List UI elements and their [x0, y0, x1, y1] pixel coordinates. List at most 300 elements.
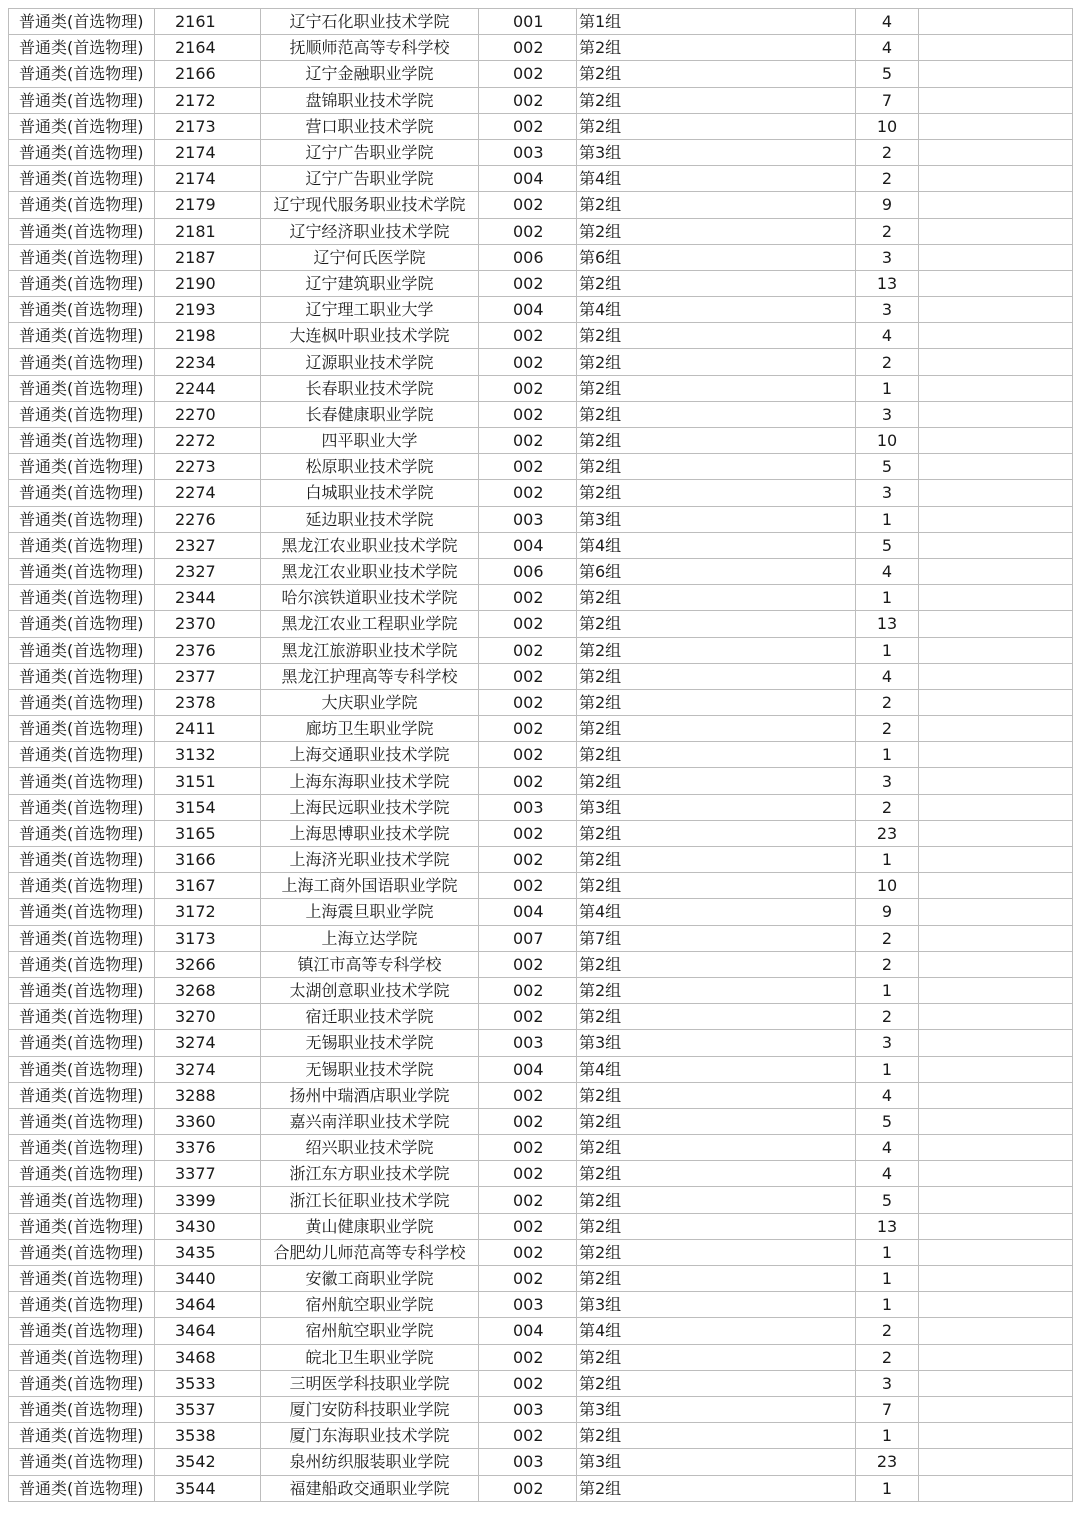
empty-cell — [919, 899, 1073, 925]
group-code-cell: 002 — [479, 951, 577, 977]
group-code-cell: 002 — [479, 35, 577, 61]
empty-cell — [919, 166, 1073, 192]
table-row — [9, 35, 1073, 61]
plan-count-cell: 3 — [856, 768, 919, 794]
plan-count-cell: 9 — [856, 192, 919, 218]
group-code-cell: 002 — [479, 1423, 577, 1449]
table-row — [9, 1449, 1073, 1475]
table-row — [9, 218, 1073, 244]
plan-count-cell: 3 — [856, 1030, 919, 1056]
empty-cell — [919, 35, 1073, 61]
plan-count-cell: 3 — [856, 244, 919, 270]
school-name-cell: 长春健康职业学院 — [261, 401, 479, 427]
table-row — [9, 1396, 1073, 1422]
subject-type-cell: 普通类(首选物理) — [9, 768, 155, 794]
subject-type-cell: 普通类(首选物理) — [9, 794, 155, 820]
group-name-cell: 第2组 — [577, 454, 856, 480]
group-name-cell: 第2组 — [577, 1266, 856, 1292]
school-code-cell: 2274 — [155, 480, 261, 506]
school-code-cell: 2370 — [155, 611, 261, 637]
group-name-cell: 第2组 — [577, 1082, 856, 1108]
subject-type-cell: 普通类(首选物理) — [9, 1423, 155, 1449]
school-code-cell: 3464 — [155, 1292, 261, 1318]
group-code-cell: 007 — [479, 925, 577, 951]
group-code-cell: 002 — [479, 1266, 577, 1292]
school-code-cell: 3266 — [155, 951, 261, 977]
school-name-cell: 白城职业技术学院 — [261, 480, 479, 506]
subject-type-cell: 普通类(首选物理) — [9, 1396, 155, 1422]
subject-type-cell: 普通类(首选物理) — [9, 611, 155, 637]
empty-cell — [919, 1213, 1073, 1239]
empty-cell — [919, 1135, 1073, 1161]
school-code-cell: 3538 — [155, 1423, 261, 1449]
table-row — [9, 428, 1073, 454]
group-name-cell: 第4组 — [577, 166, 856, 192]
school-name-cell: 黑龙江旅游职业技术学院 — [261, 637, 479, 663]
plan-count-cell: 1 — [856, 742, 919, 768]
table-row — [9, 1056, 1073, 1082]
table-row — [9, 925, 1073, 951]
subject-type-cell: 普通类(首选物理) — [9, 192, 155, 218]
group-name-cell: 第2组 — [577, 585, 856, 611]
group-code-cell: 002 — [479, 1187, 577, 1213]
plan-count-cell: 4 — [856, 35, 919, 61]
school-code-cell: 3435 — [155, 1239, 261, 1265]
empty-cell — [919, 794, 1073, 820]
table-row — [9, 716, 1073, 742]
school-code-cell: 2174 — [155, 166, 261, 192]
group-name-cell: 第2组 — [577, 1161, 856, 1187]
subject-type-cell: 普通类(首选物理) — [9, 1318, 155, 1344]
plan-count-cell: 2 — [856, 349, 919, 375]
table-row — [9, 139, 1073, 165]
group-name-cell: 第2组 — [577, 637, 856, 663]
empty-cell — [919, 847, 1073, 873]
group-name-cell: 第2组 — [577, 1423, 856, 1449]
group-code-cell: 004 — [479, 166, 577, 192]
subject-type-cell: 普通类(首选物理) — [9, 977, 155, 1003]
group-code-cell: 002 — [479, 113, 577, 139]
plan-count-cell: 7 — [856, 1396, 919, 1422]
table-row — [9, 113, 1073, 139]
plan-count-cell: 3 — [856, 480, 919, 506]
plan-count-cell: 7 — [856, 87, 919, 113]
subject-type-cell: 普通类(首选物理) — [9, 637, 155, 663]
subject-type-cell: 普通类(首选物理) — [9, 1449, 155, 1475]
empty-cell — [919, 1423, 1073, 1449]
school-code-cell: 3151 — [155, 768, 261, 794]
subject-type-cell: 普通类(首选物理) — [9, 925, 155, 951]
school-code-cell: 3360 — [155, 1108, 261, 1134]
group-name-cell: 第2组 — [577, 1108, 856, 1134]
plan-count-cell: 2 — [856, 166, 919, 192]
group-code-cell: 002 — [479, 1475, 577, 1501]
subject-type-cell: 普通类(首选物理) — [9, 873, 155, 899]
table-row — [9, 401, 1073, 427]
subject-type-cell: 普通类(首选物理) — [9, 1187, 155, 1213]
plan-count-cell: 2 — [856, 139, 919, 165]
subject-type-cell: 普通类(首选物理) — [9, 847, 155, 873]
group-name-cell: 第2组 — [577, 873, 856, 899]
group-name-cell: 第3组 — [577, 1449, 856, 1475]
plan-count-cell: 10 — [856, 873, 919, 899]
school-name-cell: 合肥幼儿师范高等专科学校 — [261, 1239, 479, 1265]
plan-count-cell: 3 — [856, 401, 919, 427]
plan-count-cell: 2 — [856, 218, 919, 244]
empty-cell — [919, 820, 1073, 846]
empty-cell — [919, 401, 1073, 427]
subject-type-cell: 普通类(首选物理) — [9, 1108, 155, 1134]
plan-count-cell: 5 — [856, 1187, 919, 1213]
subject-type-cell: 普通类(首选物理) — [9, 532, 155, 558]
empty-cell — [919, 1292, 1073, 1318]
group-code-cell: 002 — [479, 61, 577, 87]
plan-count-cell: 13 — [856, 1213, 919, 1239]
group-name-cell: 第2组 — [577, 1187, 856, 1213]
plan-count-cell: 1 — [856, 506, 919, 532]
group-code-cell: 002 — [479, 820, 577, 846]
group-name-cell: 第3组 — [577, 506, 856, 532]
table-row — [9, 349, 1073, 375]
table-row — [9, 1004, 1073, 1030]
school-name-cell: 辽宁广告职业学院 — [261, 139, 479, 165]
school-name-cell: 大连枫叶职业技术学院 — [261, 323, 479, 349]
table-row — [9, 1187, 1073, 1213]
school-code-cell: 3154 — [155, 794, 261, 820]
school-name-cell: 扬州中瑞酒店职业学院 — [261, 1082, 479, 1108]
school-code-cell: 3172 — [155, 899, 261, 925]
school-name-cell: 黑龙江农业工程职业学院 — [261, 611, 479, 637]
plan-count-cell: 4 — [856, 1135, 919, 1161]
school-name-cell: 无锡职业技术学院 — [261, 1056, 479, 1082]
subject-type-cell: 普通类(首选物理) — [9, 1135, 155, 1161]
subject-type-cell: 普通类(首选物理) — [9, 35, 155, 61]
group-code-cell: 002 — [479, 375, 577, 401]
school-code-cell: 2198 — [155, 323, 261, 349]
empty-cell — [919, 1056, 1073, 1082]
empty-cell — [919, 323, 1073, 349]
group-name-cell: 第2组 — [577, 61, 856, 87]
group-code-cell: 002 — [479, 323, 577, 349]
group-name-cell: 第2组 — [577, 1475, 856, 1501]
plan-count-cell: 23 — [856, 1449, 919, 1475]
table-row — [9, 1135, 1073, 1161]
school-code-cell: 3132 — [155, 742, 261, 768]
group-code-cell: 002 — [479, 1161, 577, 1187]
plan-count-cell: 2 — [856, 925, 919, 951]
plan-count-cell: 5 — [856, 454, 919, 480]
empty-cell — [919, 270, 1073, 296]
plan-count-cell: 3 — [856, 1370, 919, 1396]
table-row — [9, 1370, 1073, 1396]
subject-type-cell: 普通类(首选物理) — [9, 1266, 155, 1292]
empty-cell — [919, 139, 1073, 165]
group-code-cell: 006 — [479, 244, 577, 270]
plan-count-cell: 2 — [856, 716, 919, 742]
group-code-cell: 002 — [479, 1135, 577, 1161]
plan-count-cell: 1 — [856, 977, 919, 1003]
school-name-cell: 盘锦职业技术学院 — [261, 87, 479, 113]
table-row — [9, 847, 1073, 873]
table-row — [9, 192, 1073, 218]
school-code-cell: 2161 — [155, 9, 261, 35]
school-name-cell: 厦门东海职业技术学院 — [261, 1423, 479, 1449]
table-row — [9, 270, 1073, 296]
plan-count-cell: 2 — [856, 951, 919, 977]
empty-cell — [919, 977, 1073, 1003]
subject-type-cell: 普通类(首选物理) — [9, 480, 155, 506]
school-name-cell: 太湖创意职业技术学院 — [261, 977, 479, 1003]
group-name-cell: 第2组 — [577, 977, 856, 1003]
group-code-cell: 002 — [479, 1344, 577, 1370]
empty-cell — [919, 1266, 1073, 1292]
group-code-cell: 002 — [479, 87, 577, 113]
empty-cell — [919, 1004, 1073, 1030]
group-code-cell: 002 — [479, 401, 577, 427]
school-name-cell: 宿迁职业技术学院 — [261, 1004, 479, 1030]
empty-cell — [919, 951, 1073, 977]
group-name-cell: 第2组 — [577, 428, 856, 454]
school-name-cell: 营口职业技术学院 — [261, 113, 479, 139]
table-row — [9, 244, 1073, 270]
group-code-cell: 002 — [479, 716, 577, 742]
table-row — [9, 663, 1073, 689]
plan-count-cell: 1 — [856, 1423, 919, 1449]
empty-cell — [919, 9, 1073, 35]
empty-cell — [919, 375, 1073, 401]
school-code-cell: 2270 — [155, 401, 261, 427]
school-name-cell: 浙江长征职业技术学院 — [261, 1187, 479, 1213]
subject-type-cell: 普通类(首选物理) — [9, 506, 155, 532]
school-name-cell: 上海思博职业技术学院 — [261, 820, 479, 846]
empty-cell — [919, 873, 1073, 899]
group-code-cell: 001 — [479, 9, 577, 35]
empty-cell — [919, 1082, 1073, 1108]
school-code-cell: 3542 — [155, 1449, 261, 1475]
group-code-cell: 004 — [479, 1318, 577, 1344]
plan-count-cell: 9 — [856, 899, 919, 925]
school-code-cell: 2378 — [155, 689, 261, 715]
plan-count-cell: 2 — [856, 1344, 919, 1370]
plan-count-cell: 1 — [856, 847, 919, 873]
school-code-cell: 2244 — [155, 375, 261, 401]
empty-cell — [919, 742, 1073, 768]
school-name-cell: 安徽工商职业学院 — [261, 1266, 479, 1292]
school-name-cell: 辽宁经济职业技术学院 — [261, 218, 479, 244]
empty-cell — [919, 454, 1073, 480]
empty-cell — [919, 1475, 1073, 1501]
school-name-cell: 四平职业大学 — [261, 428, 479, 454]
subject-type-cell: 普通类(首选物理) — [9, 899, 155, 925]
subject-type-cell: 普通类(首选物理) — [9, 1030, 155, 1056]
group-code-cell: 002 — [479, 1239, 577, 1265]
plan-count-cell: 13 — [856, 611, 919, 637]
group-code-cell: 003 — [479, 1396, 577, 1422]
plan-count-cell: 1 — [856, 585, 919, 611]
school-name-cell: 镇江市高等专科学校 — [261, 951, 479, 977]
group-name-cell: 第7组 — [577, 925, 856, 951]
school-name-cell: 黑龙江护理高等专科学校 — [261, 663, 479, 689]
school-code-cell: 3167 — [155, 873, 261, 899]
school-code-cell: 2172 — [155, 87, 261, 113]
group-name-cell: 第2组 — [577, 1344, 856, 1370]
plan-count-cell: 13 — [856, 270, 919, 296]
empty-cell — [919, 611, 1073, 637]
group-code-cell: 003 — [479, 1449, 577, 1475]
group-name-cell: 第2组 — [577, 820, 856, 846]
group-name-cell: 第6组 — [577, 558, 856, 584]
subject-type-cell: 普通类(首选物理) — [9, 951, 155, 977]
group-code-cell: 002 — [479, 218, 577, 244]
school-name-cell: 浙江东方职业技术学院 — [261, 1161, 479, 1187]
school-code-cell: 2190 — [155, 270, 261, 296]
group-code-cell: 003 — [479, 506, 577, 532]
plan-count-cell: 1 — [856, 1266, 919, 1292]
table-row — [9, 1292, 1073, 1318]
school-code-cell: 2327 — [155, 558, 261, 584]
school-code-cell: 2164 — [155, 35, 261, 61]
subject-type-cell: 普通类(首选物理) — [9, 401, 155, 427]
group-name-cell: 第6组 — [577, 244, 856, 270]
school-code-cell: 3274 — [155, 1056, 261, 1082]
school-code-cell: 2174 — [155, 139, 261, 165]
school-name-cell: 嘉兴南洋职业技术学院 — [261, 1108, 479, 1134]
school-code-cell: 2273 — [155, 454, 261, 480]
school-code-cell: 2173 — [155, 113, 261, 139]
group-code-cell: 002 — [479, 1108, 577, 1134]
group-code-cell: 006 — [479, 558, 577, 584]
school-code-cell: 3376 — [155, 1135, 261, 1161]
empty-cell — [919, 1161, 1073, 1187]
group-code-cell: 002 — [479, 270, 577, 296]
empty-cell — [919, 768, 1073, 794]
subject-type-cell: 普通类(首选物理) — [9, 663, 155, 689]
subject-type-cell: 普通类(首选物理) — [9, 297, 155, 323]
plan-count-cell: 4 — [856, 1082, 919, 1108]
school-name-cell: 辽宁金融职业学院 — [261, 61, 479, 87]
subject-type-cell: 普通类(首选物理) — [9, 244, 155, 270]
group-name-cell: 第2组 — [577, 611, 856, 637]
school-code-cell: 2344 — [155, 585, 261, 611]
school-code-cell: 3544 — [155, 1475, 261, 1501]
school-code-cell: 2181 — [155, 218, 261, 244]
school-code-cell: 3377 — [155, 1161, 261, 1187]
school-code-cell: 3288 — [155, 1082, 261, 1108]
empty-cell — [919, 506, 1073, 532]
empty-cell — [919, 61, 1073, 87]
plan-count-cell: 5 — [856, 1108, 919, 1134]
group-name-cell: 第2组 — [577, 349, 856, 375]
table-row — [9, 1108, 1073, 1134]
empty-cell — [919, 297, 1073, 323]
school-name-cell: 三明医学科技职业学院 — [261, 1370, 479, 1396]
plan-count-cell: 4 — [856, 323, 919, 349]
empty-cell — [919, 113, 1073, 139]
school-code-cell: 3268 — [155, 977, 261, 1003]
group-name-cell: 第2组 — [577, 742, 856, 768]
group-code-cell: 003 — [479, 1292, 577, 1318]
empty-cell — [919, 1344, 1073, 1370]
table-row — [9, 375, 1073, 401]
table-row — [9, 1161, 1073, 1187]
school-name-cell: 泉州纺织服装职业学院 — [261, 1449, 479, 1475]
subject-type-cell: 普通类(首选物理) — [9, 558, 155, 584]
group-code-cell: 002 — [479, 1004, 577, 1030]
table-row — [9, 558, 1073, 584]
group-code-cell: 002 — [479, 1370, 577, 1396]
empty-cell — [919, 1318, 1073, 1344]
plan-count-cell: 2 — [856, 1004, 919, 1030]
group-name-cell: 第1组 — [577, 9, 856, 35]
school-name-cell: 辽宁广告职业学院 — [261, 166, 479, 192]
school-code-cell: 2166 — [155, 61, 261, 87]
school-code-cell: 2272 — [155, 428, 261, 454]
subject-type-cell: 普通类(首选物理) — [9, 1292, 155, 1318]
subject-type-cell: 普通类(首选物理) — [9, 113, 155, 139]
table-row — [9, 1266, 1073, 1292]
empty-cell — [919, 716, 1073, 742]
school-name-cell: 哈尔滨铁道职业技术学院 — [261, 585, 479, 611]
subject-type-cell: 普通类(首选物理) — [9, 716, 155, 742]
subject-type-cell: 普通类(首选物理) — [9, 1239, 155, 1265]
table-row — [9, 166, 1073, 192]
school-name-cell: 宿州航空职业学院 — [261, 1318, 479, 1344]
group-name-cell: 第2组 — [577, 1239, 856, 1265]
subject-type-cell: 普通类(首选物理) — [9, 428, 155, 454]
table-row — [9, 820, 1073, 846]
school-code-cell: 2187 — [155, 244, 261, 270]
plan-count-cell: 2 — [856, 689, 919, 715]
group-name-cell: 第3组 — [577, 1030, 856, 1056]
subject-type-cell: 普通类(首选物理) — [9, 375, 155, 401]
subject-type-cell: 普通类(首选物理) — [9, 1082, 155, 1108]
plan-count-cell: 1 — [856, 1056, 919, 1082]
subject-type-cell: 普通类(首选物理) — [9, 1004, 155, 1030]
group-name-cell: 第4组 — [577, 532, 856, 558]
empty-cell — [919, 1396, 1073, 1422]
plan-count-cell: 1 — [856, 375, 919, 401]
group-code-cell: 002 — [479, 663, 577, 689]
group-name-cell: 第2组 — [577, 113, 856, 139]
plan-count-cell: 4 — [856, 558, 919, 584]
table-row — [9, 951, 1073, 977]
group-name-cell: 第2组 — [577, 1004, 856, 1030]
group-code-cell: 002 — [479, 349, 577, 375]
school-code-cell: 3173 — [155, 925, 261, 951]
group-code-cell: 002 — [479, 689, 577, 715]
group-code-cell: 002 — [479, 1213, 577, 1239]
subject-type-cell: 普通类(首选物理) — [9, 139, 155, 165]
plan-count-cell: 5 — [856, 532, 919, 558]
group-name-cell: 第2组 — [577, 401, 856, 427]
school-name-cell: 辽宁建筑职业学院 — [261, 270, 479, 296]
group-name-cell: 第2组 — [577, 1370, 856, 1396]
plan-count-cell: 3 — [856, 297, 919, 323]
school-name-cell: 宿州航空职业学院 — [261, 1292, 479, 1318]
table-row — [9, 768, 1073, 794]
school-name-cell: 绍兴职业技术学院 — [261, 1135, 479, 1161]
school-code-cell: 3464 — [155, 1318, 261, 1344]
school-name-cell: 延边职业技术学院 — [261, 506, 479, 532]
school-name-cell: 上海交通职业技术学院 — [261, 742, 479, 768]
table-row — [9, 1344, 1073, 1370]
group-code-cell: 002 — [479, 192, 577, 218]
table-row — [9, 1213, 1073, 1239]
plan-count-cell: 5 — [856, 61, 919, 87]
plan-count-cell: 1 — [856, 637, 919, 663]
table-row — [9, 611, 1073, 637]
empty-cell — [919, 218, 1073, 244]
